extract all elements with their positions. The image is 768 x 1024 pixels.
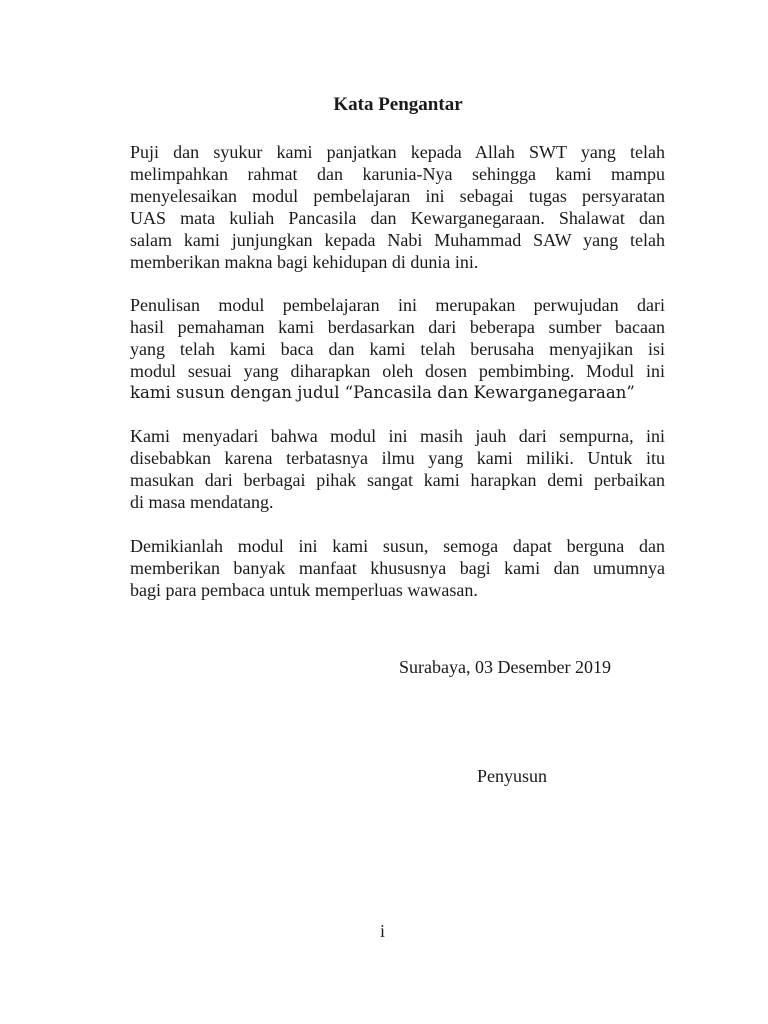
paragraph-line: modul sesuai yang diharapkan oleh dosen pembimbing. Modul ini: [130, 361, 665, 381]
paragraph-line: memberikan banyak manfaat khususnya bagi kami dan umumnya: [130, 558, 665, 578]
paragraph-line: salam kami junjungkan kepada Nabi Muhammad SAW yang telah: [130, 230, 665, 250]
paragraph-line: hasil pemahaman kami berdasarkan dari beberapa sumber bacaan: [130, 317, 665, 337]
paragraph-line: UAS mata kuliah Pancasila dan Kewarganegaraan. Shalawat dan: [130, 208, 665, 228]
paragraph-3: [130, 425, 665, 513]
author-signature-label: Penyusun: [477, 766, 548, 786]
place-date: Surabaya, 03 Desember 2019: [399, 657, 611, 677]
paragraph-line: Puji dan syukur kami panjatkan kepada Allah SWT yang telah: [130, 142, 665, 162]
page-title: Kata Pengantar: [333, 94, 463, 115]
paragraph-line: Kami menyadari bahwa modul ini masih jauh dari sempurna, ini: [130, 426, 665, 446]
paragraph-line: menyelesaikan modul pembelajaran ini sebagai tugas persyaratan: [130, 186, 665, 206]
paragraph-2: [130, 294, 665, 404]
paragraph-line: Penulisan modul pembelajaran ini merupakan perwujudan dari: [130, 295, 665, 315]
paragraph-line: melimpahkan rahmat dan karunia-Nya sehingga kami mampu: [130, 164, 665, 184]
paragraph-line: disebabkan karena terbatasnya ilmu yang kami miliki. Untuk itu: [130, 448, 665, 468]
paragraph-line: masukan dari berbagai pihak sangat kami harapkan demi perbaikan: [130, 470, 665, 490]
page-number: i: [380, 921, 386, 941]
paragraph-line: bagi para pembaca untuk memperluas wawasan.: [130, 580, 478, 600]
paragraph-line: yang telah kami baca dan kami telah berusaha menyajikan isi: [130, 339, 665, 359]
paragraph-line: di masa mendatang.: [130, 492, 274, 512]
paragraph-line: kami susun dengan judul “Pancasila dan Kewarganegaraan”: [130, 383, 635, 402]
paragraph-line: Demikianlah modul ini kami susun, semoga dapat berguna dan: [130, 536, 665, 556]
paragraph-line: memberikan makna bagi kehidupan di dunia ini.: [130, 252, 479, 272]
paragraph-4: [130, 535, 665, 601]
paragraph-1: [130, 141, 665, 273]
